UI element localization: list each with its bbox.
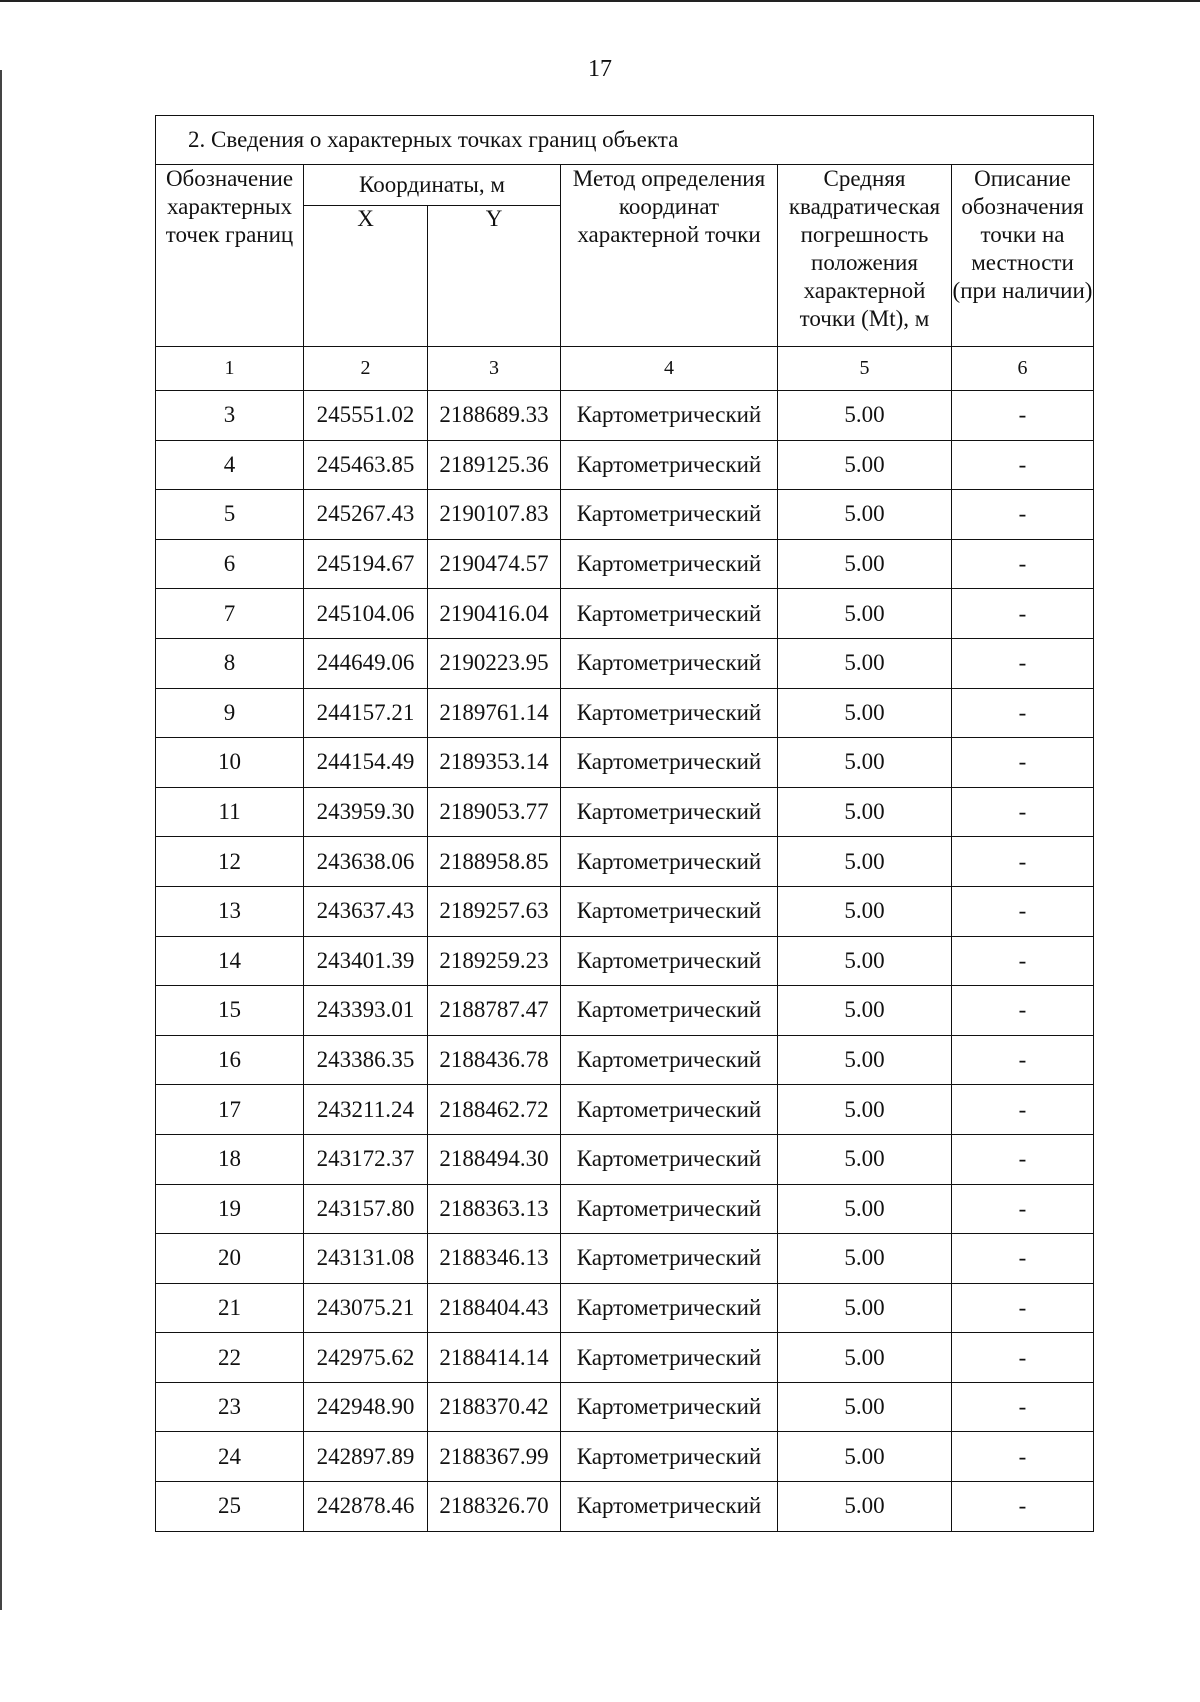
error-cell: 5.00 [778,1283,952,1333]
x-coordinate-cell: 242897.89 [304,1432,428,1482]
table-header-row [156,165,1094,206]
error-cell: 5.00 [778,1035,952,1085]
x-coordinate-cell: 243959.30 [304,787,428,837]
table-row [156,1234,1094,1284]
method-cell: Картометрический [561,688,778,738]
x-coordinate-cell: 245551.02 [304,391,428,441]
point-designation-cell: 19 [156,1184,304,1234]
header-coordinates: Координаты, м [304,165,561,206]
error-cell: 5.00 [778,936,952,986]
table-row [156,688,1094,738]
description-cell: - [952,1035,1094,1085]
description-cell: - [952,1085,1094,1135]
x-coordinate-cell: 243401.39 [304,936,428,986]
y-coordinate-cell: 2188367.99 [428,1432,561,1482]
method-cell: Картометрический [561,1184,778,1234]
method-cell: Картометрический [561,986,778,1036]
header-y: Y [428,206,561,347]
page-number: 17 [588,56,612,82]
error-cell: 5.00 [778,391,952,441]
table-row [156,1035,1094,1085]
description-cell: - [952,1432,1094,1482]
description-cell: - [952,787,1094,837]
method-cell: Картометрический [561,1085,778,1135]
table-row [156,638,1094,688]
table-row [156,787,1094,837]
header-description: Описание обозначения точки на местности (при наличии) [952,165,1094,347]
x-coordinate-cell: 244157.21 [304,688,428,738]
error-cell: 5.00 [778,738,952,788]
y-coordinate-cell: 2188494.30 [428,1134,561,1184]
method-cell: Картометрический [561,1283,778,1333]
x-coordinate-cell: 245463.85 [304,440,428,490]
x-coordinate-cell: 243211.24 [304,1085,428,1135]
x-coordinate-cell: 244154.49 [304,738,428,788]
y-coordinate-cell: 2190474.57 [428,539,561,589]
table-row [156,1432,1094,1482]
point-designation-cell: 18 [156,1134,304,1184]
point-designation-cell: 17 [156,1085,304,1135]
method-cell: Картометрический [561,1035,778,1085]
method-cell: Картометрический [561,936,778,986]
description-cell: - [952,638,1094,688]
error-cell: 5.00 [778,490,952,540]
method-cell: Картометрический [561,1482,778,1532]
column-number: 4 [561,347,778,391]
x-coordinate-cell: 242948.90 [304,1382,428,1432]
description-cell: - [952,1184,1094,1234]
description-cell: - [952,688,1094,738]
y-coordinate-cell: 2189761.14 [428,688,561,738]
y-coordinate-cell: 2189353.14 [428,738,561,788]
description-cell: - [952,886,1094,936]
y-coordinate-cell: 2188787.47 [428,986,561,1036]
y-coordinate-cell: 2189125.36 [428,440,561,490]
x-coordinate-cell: 243157.80 [304,1184,428,1234]
column-number-row [156,347,1094,391]
table-row [156,1333,1094,1383]
method-cell: Картометрический [561,638,778,688]
y-coordinate-cell: 2190223.95 [428,638,561,688]
y-coordinate-cell: 2189053.77 [428,787,561,837]
error-cell: 5.00 [778,1333,952,1383]
table-row [156,1134,1094,1184]
description-cell: - [952,986,1094,1036]
table-row [156,440,1094,490]
x-coordinate-cell: 243386.35 [304,1035,428,1085]
header-method: Метод определения координат характерной точки [561,165,778,347]
point-designation-cell: 4 [156,440,304,490]
error-cell: 5.00 [778,986,952,1036]
x-coordinate-cell: 245194.67 [304,539,428,589]
error-cell: 5.00 [778,638,952,688]
error-cell: 5.00 [778,688,952,738]
error-cell: 5.00 [778,787,952,837]
point-designation-cell: 21 [156,1283,304,1333]
y-coordinate-cell: 2189259.23 [428,936,561,986]
point-designation-cell: 6 [156,539,304,589]
point-designation-cell: 8 [156,638,304,688]
table-row [156,1283,1094,1333]
column-number: 3 [428,347,561,391]
error-cell: 5.00 [778,1382,952,1432]
x-coordinate-cell: 243637.43 [304,886,428,936]
error-cell: 5.00 [778,837,952,887]
description-cell: - [952,1482,1094,1532]
point-designation-cell: 25 [156,1482,304,1532]
y-coordinate-cell: 2188326.70 [428,1482,561,1532]
description-cell: - [952,1333,1094,1383]
column-number: 6 [952,347,1094,391]
method-cell: Картометрический [561,1134,778,1184]
description-cell: - [952,1283,1094,1333]
description-cell: - [952,936,1094,986]
method-cell: Картометрический [561,886,778,936]
error-cell: 5.00 [778,440,952,490]
description-cell: - [952,539,1094,589]
table-row [156,837,1094,887]
error-cell: 5.00 [778,1184,952,1234]
point-designation-cell: 9 [156,688,304,738]
method-cell: Картометрический [561,490,778,540]
point-designation-cell: 10 [156,738,304,788]
table-caption-row [156,116,1094,165]
x-coordinate-cell: 243638.06 [304,837,428,887]
x-coordinate-cell: 245267.43 [304,490,428,540]
boundary-points-table [155,115,1094,1532]
table-row [156,589,1094,639]
point-designation-cell: 3 [156,391,304,441]
y-coordinate-cell: 2190416.04 [428,589,561,639]
description-cell: - [952,440,1094,490]
y-coordinate-cell: 2188346.13 [428,1234,561,1284]
method-cell: Картометрический [561,787,778,837]
table-row [156,886,1094,936]
description-cell: - [952,1134,1094,1184]
column-number: 2 [304,347,428,391]
point-designation-cell: 14 [156,936,304,986]
x-coordinate-cell: 245104.06 [304,589,428,639]
y-coordinate-cell: 2188363.13 [428,1184,561,1234]
x-coordinate-cell: 243393.01 [304,986,428,1036]
error-cell: 5.00 [778,539,952,589]
description-cell: - [952,589,1094,639]
description-cell: - [952,738,1094,788]
x-coordinate-cell: 242975.62 [304,1333,428,1383]
point-designation-cell: 13 [156,886,304,936]
point-designation-cell: 5 [156,490,304,540]
section-title: 2. Сведения о характерных точках границ объекта [156,116,1094,165]
table-row [156,539,1094,589]
error-cell: 5.00 [778,886,952,936]
description-cell: - [952,1234,1094,1284]
table-row [156,986,1094,1036]
header-x: X [304,206,428,347]
error-cell: 5.00 [778,1432,952,1482]
method-cell: Картометрический [561,837,778,887]
error-cell: 5.00 [778,589,952,639]
y-coordinate-cell: 2188404.43 [428,1283,561,1333]
method-cell: Картометрический [561,440,778,490]
header-designation: Обозначение характерных точек границ [156,165,304,347]
column-number: 5 [778,347,952,391]
y-coordinate-cell: 2188958.85 [428,837,561,887]
table-row [156,1085,1094,1135]
y-coordinate-cell: 2190107.83 [428,490,561,540]
method-cell: Картометрический [561,589,778,639]
point-designation-cell: 24 [156,1432,304,1482]
y-coordinate-cell: 2188689.33 [428,391,561,441]
method-cell: Картометрический [561,539,778,589]
x-coordinate-cell: 243172.37 [304,1134,428,1184]
point-designation-cell: 22 [156,1333,304,1383]
description-cell: - [952,391,1094,441]
table-body [156,391,1094,1532]
x-coordinate-cell: 242878.46 [304,1482,428,1532]
x-coordinate-cell: 243131.08 [304,1234,428,1284]
table-row [156,1382,1094,1432]
error-cell: 5.00 [778,1134,952,1184]
error-cell: 5.00 [778,1482,952,1532]
method-cell: Картометрический [561,1432,778,1482]
table-row [156,738,1094,788]
point-designation-cell: 23 [156,1382,304,1432]
description-cell: - [952,837,1094,887]
y-coordinate-cell: 2188436.78 [428,1035,561,1085]
x-coordinate-cell: 244649.06 [304,638,428,688]
point-designation-cell: 20 [156,1234,304,1284]
y-coordinate-cell: 2189257.63 [428,886,561,936]
left-margin-line [0,70,2,1610]
method-cell: Картометрический [561,1382,778,1432]
y-coordinate-cell: 2188462.72 [428,1085,561,1135]
point-designation-cell: 15 [156,986,304,1036]
column-number: 1 [156,347,304,391]
top-border-line [0,0,1200,2]
point-designation-cell: 12 [156,837,304,887]
method-cell: Картометрический [561,391,778,441]
y-coordinate-cell: 2188370.42 [428,1382,561,1432]
header-error: Средняя квадратическая погрешность положения характерной точки (Mt), м [778,165,952,347]
method-cell: Картометрический [561,1333,778,1383]
point-designation-cell: 16 [156,1035,304,1085]
point-designation-cell: 7 [156,589,304,639]
error-cell: 5.00 [778,1234,952,1284]
error-cell: 5.00 [778,1085,952,1135]
point-designation-cell: 11 [156,787,304,837]
table-row [156,391,1094,441]
y-coordinate-cell: 2188414.14 [428,1333,561,1383]
description-cell: - [952,1382,1094,1432]
table-row [156,1184,1094,1234]
description-cell: - [952,490,1094,540]
table-row [156,1482,1094,1532]
table-row [156,936,1094,986]
table-row [156,490,1094,540]
method-cell: Картометрический [561,1234,778,1284]
method-cell: Картометрический [561,738,778,788]
x-coordinate-cell: 243075.21 [304,1283,428,1333]
